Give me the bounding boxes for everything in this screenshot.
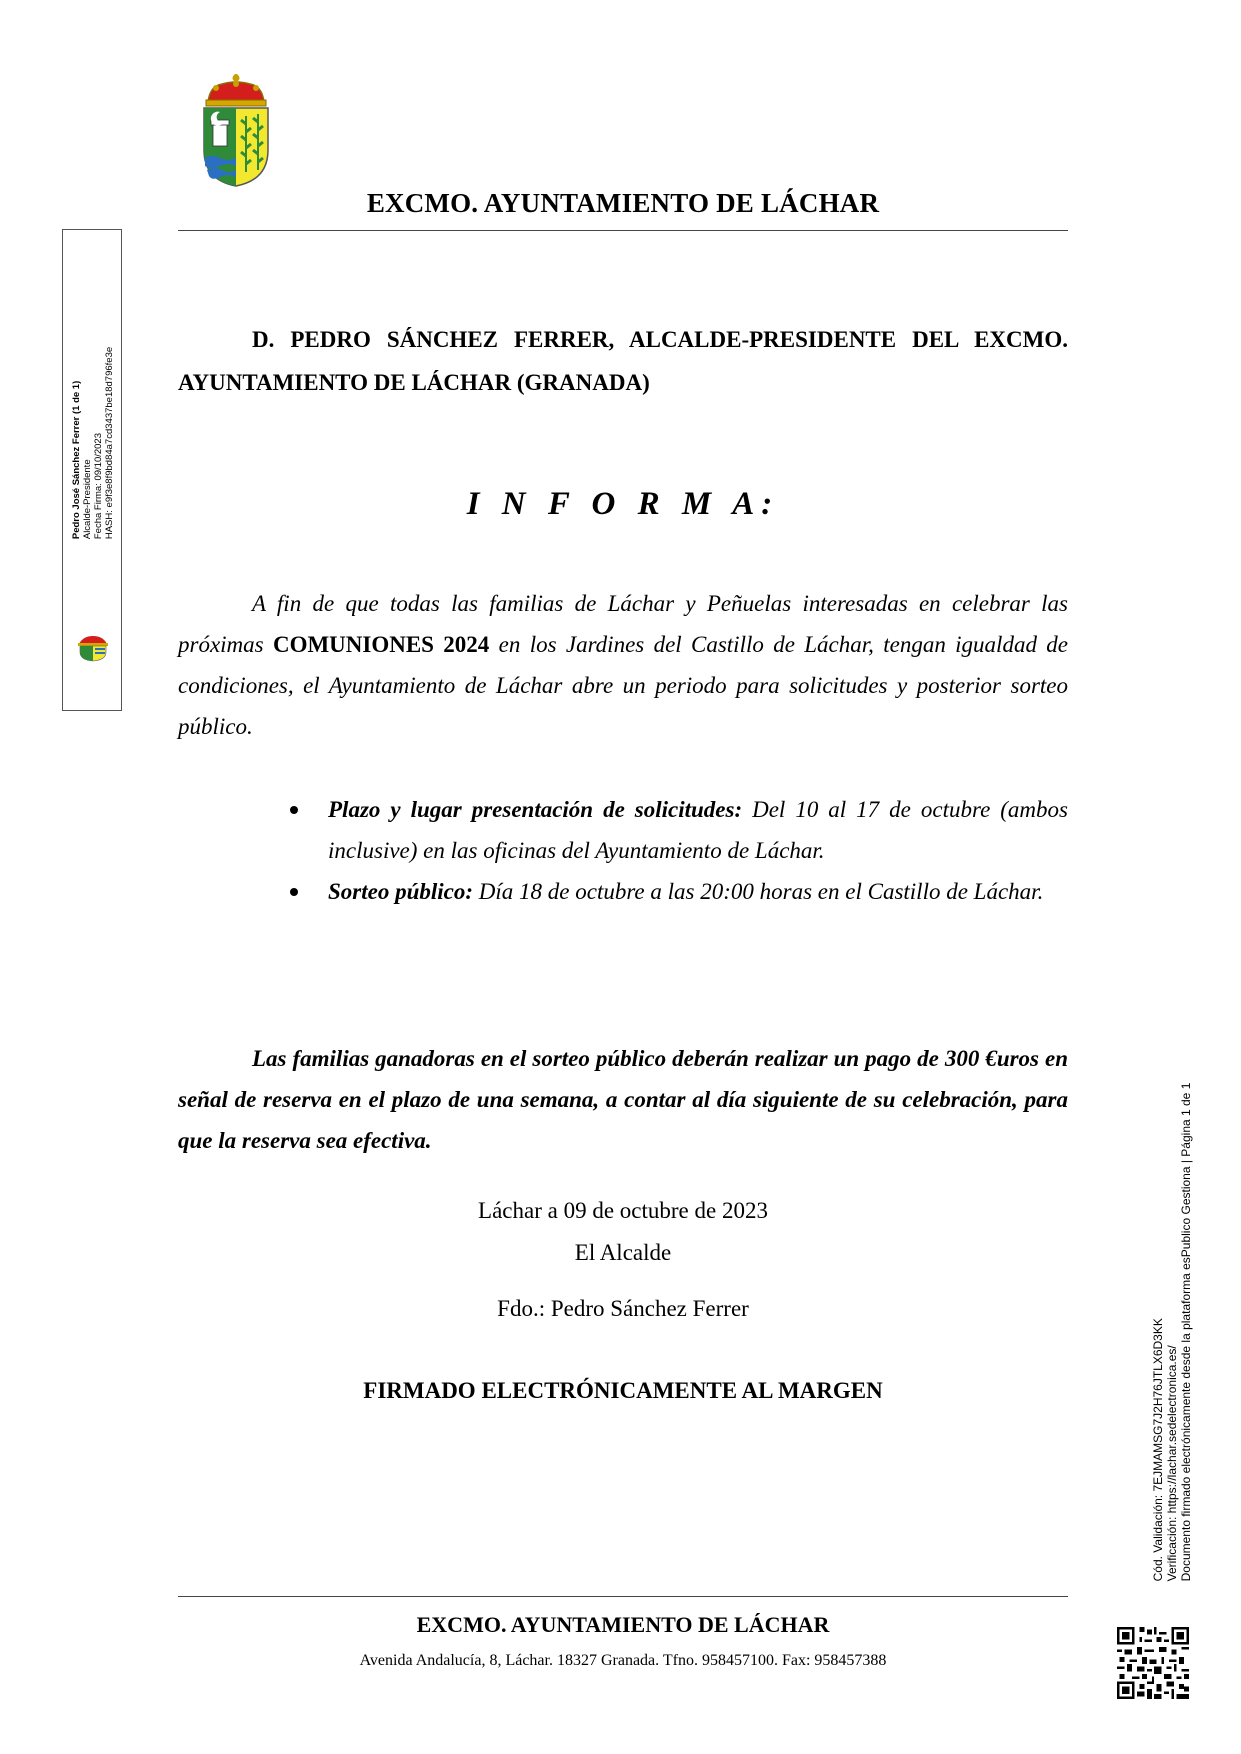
header-rule <box>178 230 1068 231</box>
validation-code: Cód. Validación: 7EJMAMSG7J2H76JTLX6D3KK <box>1151 1318 1165 1582</box>
place-date: Láchar a 09 de octubre de 2023 <box>478 1198 768 1223</box>
intro-before: A fin de que todas las familias de Láchar y Peñuelas interesadas en celebrar las próximas <box>178 591 1068 657</box>
bullet-icon <box>290 888 298 896</box>
signed-by: Fdo.: Pedro Sánchez Ferrer <box>497 1296 749 1321</box>
qr-code-icon <box>1117 1627 1189 1699</box>
signature-stamp-text <box>71 347 115 539</box>
bullet-label: Plazo y lugar presentación de solicitudes: <box>328 797 743 822</box>
intro-bold: COMUNIONES 2024 <box>272 632 490 657</box>
bullet-label: Sorteo público: <box>328 879 474 904</box>
list-item <box>290 789 1068 871</box>
coat-of-arms-icon <box>196 72 276 190</box>
stamp-hash: HASH: e9f3e8f9bd84a7cd3437be18d796fe3e <box>104 346 115 540</box>
addressee: D. PEDRO SÁNCHEZ FERRER, ALCALDE-PRESIDENTE DEL EXCMO. AYUNTAMIENTO DE LÁCHAR (GRANADA) <box>178 327 1068 395</box>
bullet-text: Del 10 al 17 de octubre (ambos inclusive) en las oficinas del Ayuntamiento de Láchar. <box>328 797 1068 863</box>
footer-title: EXCMO. AYUNTAMIENTO DE LÁCHAR <box>416 1612 830 1637</box>
verification-url[interactable]: Verificación: https://lachar.sedelectronica.es/ <box>1165 1345 1179 1582</box>
final-paragraph: Las familias ganadoras en el sorteo público deberán realizar un pago de 300 €uros en señal de reserva en el plazo de una semana, a contar al día siguiente de su celebración, para que la reserva sea efectiva. <box>178 1046 1068 1153</box>
stamp-date: Fecha Firma: 09/10/2023 <box>93 432 104 540</box>
footer-address: Avenida Andalucía, 8, Láchar. 18327 Granada. Tfno. 958457100. Fax: 958457388 <box>359 1652 887 1669</box>
intro-after: en los Jardines del Castillo de Láchar, tengan igualdad de condiciones, el Ayuntamiento de Láchar abre un periodo para solicitudes y posterior sorteo público. <box>178 632 1068 739</box>
conditions-list <box>290 789 1068 912</box>
bullet-text: Día 18 de octubre a las 20:00 horas en el Castillo de Láchar. <box>473 879 1044 904</box>
bullet-icon <box>290 806 298 814</box>
verification-strip <box>1151 1083 1193 1582</box>
signer-role: El Alcalde <box>574 1240 672 1265</box>
electronic-signature-note: FIRMADO ELECTRÓNICAMENTE AL MARGEN <box>363 1378 883 1403</box>
signature-stamp <box>62 229 122 711</box>
stamp-role: Alcalde-Presidente <box>82 459 93 540</box>
header-title: EXCMO. AYUNTAMIENTO DE LÁCHAR <box>366 188 880 218</box>
footer-rule <box>178 1596 1068 1597</box>
platform-note: Documento firmado electrónicamente desde la plataforma esPublico Gestiona | Página 1 de 1 <box>1179 1082 1193 1582</box>
intro-paragraph <box>178 583 1068 747</box>
stamp-logo-icon <box>73 632 113 662</box>
stamp-name: Pedro José Sánchez Ferrer (1 de 1) <box>71 380 82 540</box>
list-item <box>290 871 1068 912</box>
informa-heading: I N F O R M A: <box>466 486 780 522</box>
